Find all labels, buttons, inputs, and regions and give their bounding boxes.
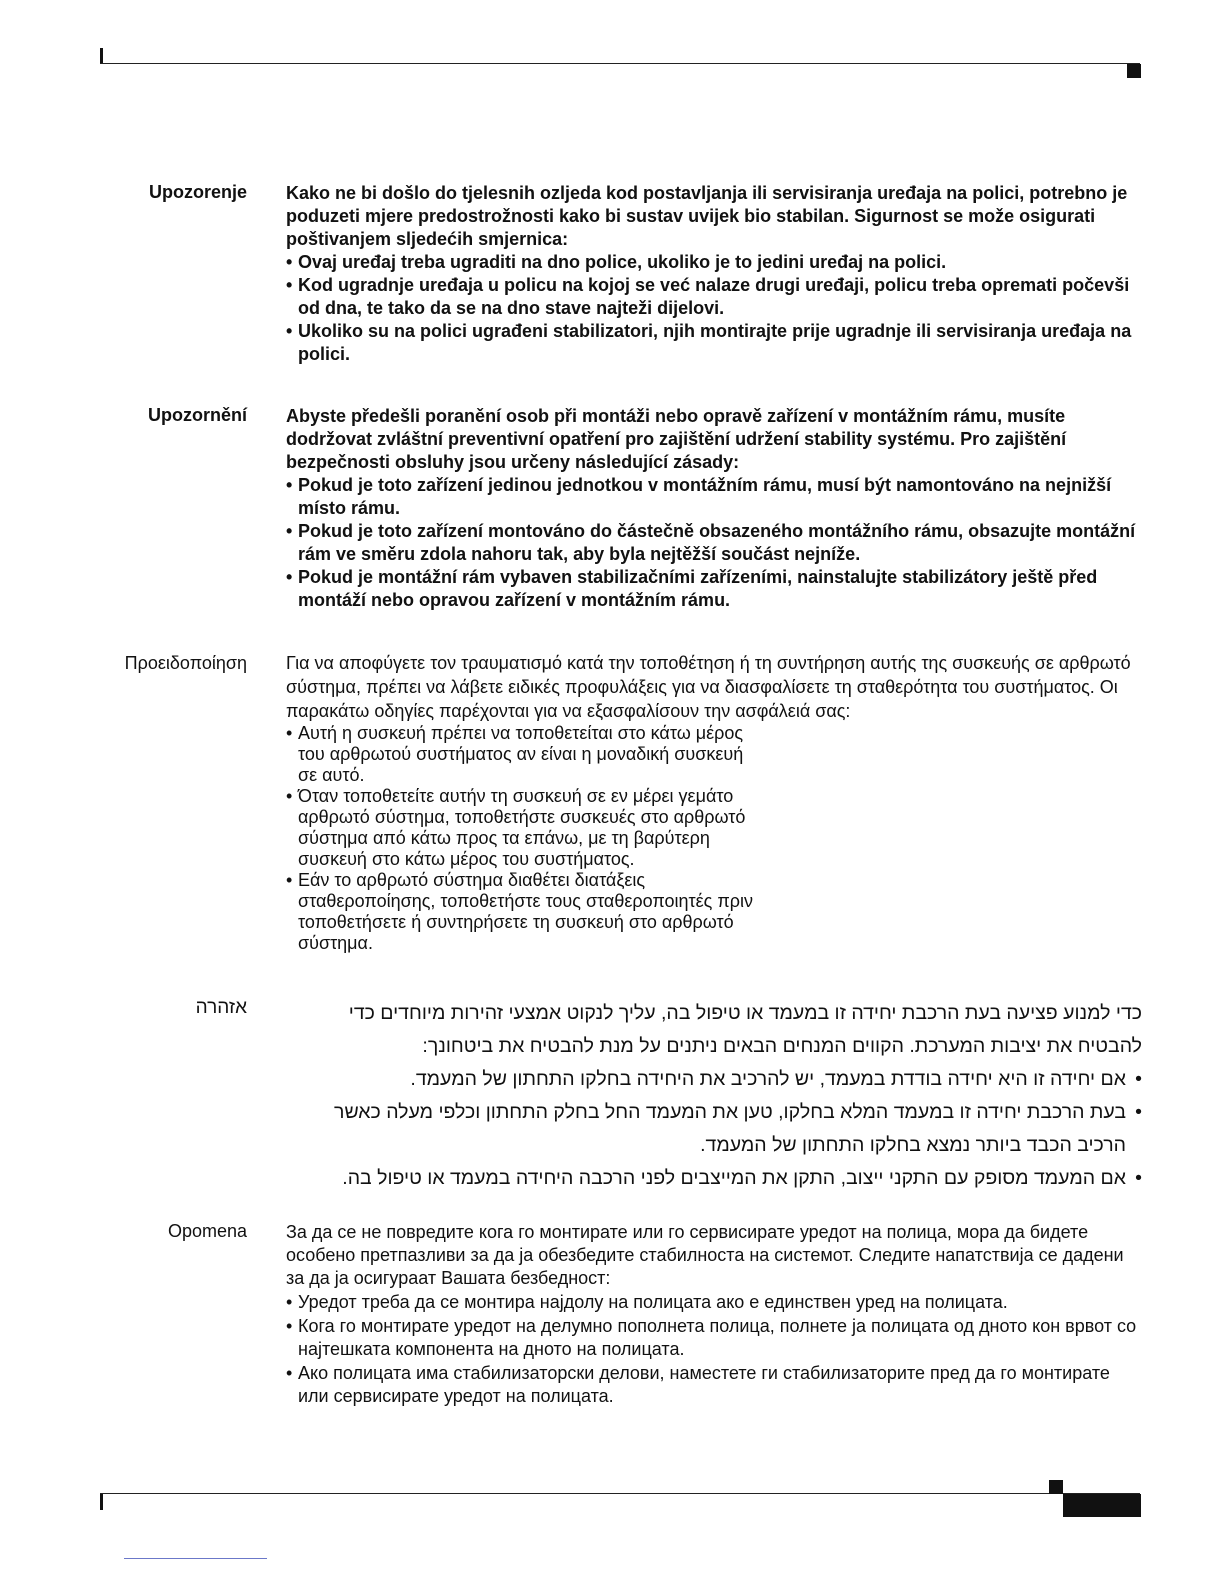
- warning-bullet: • אם המעמד מסופק עם התקני ייצוב, התקן את המייצבים לפני הרכבה היחידה במעמד או טיפול בה.: [286, 1162, 1142, 1195]
- warning-bullet: • Αυτή η συσκευή πρέπει να τοποθετείται στο κάτω μέρος του αρθρωτού συστήματος αν είναι η μοναδική συσκευή σε αυτό.: [286, 723, 766, 786]
- warning-block-macedonian: [100, 1221, 1145, 1406]
- warning-bullet-list: [286, 474, 1142, 612]
- warning-bullet-list: [286, 1063, 1142, 1195]
- footer-link-underline: [124, 1558, 267, 1559]
- warning-bullet: • Ако полицата има стабилизаторски делови, наместете ги стабилизаторите пред да го монтирате или сервисирате уредот на полицата.: [286, 1362, 1142, 1408]
- warning-intro: Abyste předešli poranění osob při montáži nebo opravě zařízení v montážním rámu, musíte dodržovat zvláštní preventivní opatření pro zajištění udržení stability systému. Pro zajištění bezpečnosti obsluhy jsou určeny následující zásady:: [286, 406, 1067, 472]
- warning-intro: Kako ne bi došlo do tjelesnih ozljeda kod postavljanja ili servisiranja uređaja na polici, potrebno je poduzeti mjere predostrožnosti kako bi sustav uvijek bio stabilan. Sigurnost se može osigurati poštivanjem sljedećih smjernica:: [286, 183, 1128, 249]
- warning-body: [286, 997, 1142, 1195]
- warning-bullet: • Pokud je toto zařízení jedinou jednotkou v montážním rámu, musí být namontováno na nejnižší místo rámu.: [286, 474, 1142, 520]
- warning-bullet: • Pokud je montážní rám vybaven stabilizačními zařízeními, nainstalujte stabilizátory ještě před montáží nebo opravou zařízení v montážním rámu.: [286, 566, 1142, 612]
- warning-bullet: • Kod ugradnje uređaja u policu na kojoj se već nalaze drugi uređaji, policu treba opremati počevši od dna, te tako da se na dno stave najteži dijelovi.: [286, 274, 1142, 320]
- footer-vertical-bar: [100, 1494, 103, 1510]
- warning-bullet: • Ukoliko su na polici ugrađeni stabilizatori, njih montirajte prije ugradnje ili servisiranja uređaja na polici.: [286, 320, 1142, 366]
- warning-bullet: • Pokud je toto zařízení montováno do částečně obsazeného montážního rámu, obsazujte montážní rám ve směru zdola nahoru tak, aby byla nejtěžší součást nejníže.: [286, 520, 1142, 566]
- warning-bullet-list: [286, 1291, 1142, 1408]
- warning-label: Προειδοποίηση: [124, 653, 247, 673]
- header-rule: [100, 63, 1140, 64]
- warning-block-croatian: [100, 182, 1145, 372]
- warning-bullet-list: [286, 723, 766, 954]
- footer-rule: [100, 1493, 1140, 1494]
- warning-body: [286, 651, 1142, 954]
- warning-label: Upozorenje: [148, 182, 247, 202]
- footer-corner-block: [1049, 1480, 1063, 1494]
- warning-bullet-list: [286, 251, 1142, 366]
- warning-bullet: • Уредот треба да се монтира најдолу на полицата ако е единствен уред на полицата.: [286, 1291, 1142, 1314]
- warning-bullet: • Кога го монтирате уредот на делумно пополнета полица, полнете ја полицата од дното кон врвот со најтешката компонента на дното на полицата.: [286, 1315, 1142, 1361]
- warning-bullet: • Όταν τοποθετείτε αυτήν τη συσκευή σε εν μέρει γεμάτο αρθρωτό σύστημα, τοποθετήστε συσκευές στο αρθρωτό σύστημα από κάτω προς τα επάνω, με τη βαρύτερη συσκευή στο κάτω μέρος του συστήματος.: [286, 786, 766, 870]
- warning-label: Upozornění: [148, 405, 247, 425]
- warning-block-czech: [100, 405, 1145, 615]
- warning-block-hebrew: [100, 997, 1145, 1187]
- warning-intro: За да се не повредите кога го монтирате или го сервисирате уредот на полица, мора да бидете особено претпазливи за да ја обезбедите стабилноста на системот. Следите напатствија се дадени за да ја осигураат Вашата безбедност:: [286, 1222, 1124, 1288]
- warning-body: [286, 405, 1142, 612]
- warning-intro: Για να αποφύγετε τον τραυματισμό κατά την τοποθέτηση ή τη συντήρηση αυτής της συσκευής σε αρθρωτό σύστημα, πρέπει να λάβετε ειδικές προφυλάξεις για να διασφαλίσετε τη σταθερότητα του συστήματος. Οι παρακάτω οδηγίες παρέχονται για να εξασφαλίσουν την ασφάλειά σας:: [286, 653, 1131, 721]
- header-vertical-bar: [100, 48, 103, 64]
- footer-page-tab: [1063, 1494, 1141, 1517]
- warning-bullet: • אם יחידה זו היא יחידה בודדת במעמד, יש להרכיב את היחידה בחלקו התחתון של המעמד.: [286, 1063, 1142, 1096]
- warning-intro: כדי למנוע פציעה בעת הרכבת יחידה זו במעמד או טיפול בה, עליך לנקוט אמצעי זהירות מיוחדים כדי להבטיח את יציבות המערכת. הקווים המנחים הבאים ניתנים על מנת להבטיח את ביטחונך:: [348, 1002, 1142, 1057]
- warning-label: אזהרה: [195, 997, 247, 1018]
- warning-body: [286, 1221, 1142, 1408]
- warning-bullet: • בעת הרכבת יחידה זו במעמד המלא בחלקו, טען את המעמד החל בחלק התחתון וכלפי מעלה כאשר הרכיב הכבד ביותר נמצא בחלקו התחתון של המעמד.: [286, 1096, 1142, 1162]
- warning-body: [286, 182, 1142, 366]
- warning-bullet: • Εάν το αρθρωτό σύστημα διαθέτει διατάξεις σταθεροποίησης, τοποθετήστε τους σταθεροποιητές πριν τοποθετήσετε ή συντηρήσετε τη συσκευή στο αρθρωτό σύστημα.: [286, 870, 766, 954]
- warning-bullet: • Ovaj uređaj treba ugraditi na dno police, ukoliko je to jedini uređaj na polici.: [286, 251, 1142, 274]
- warning-block-greek: [100, 651, 1145, 956]
- header-corner-block: [1127, 64, 1141, 78]
- warning-label: Opomena: [167, 1221, 247, 1241]
